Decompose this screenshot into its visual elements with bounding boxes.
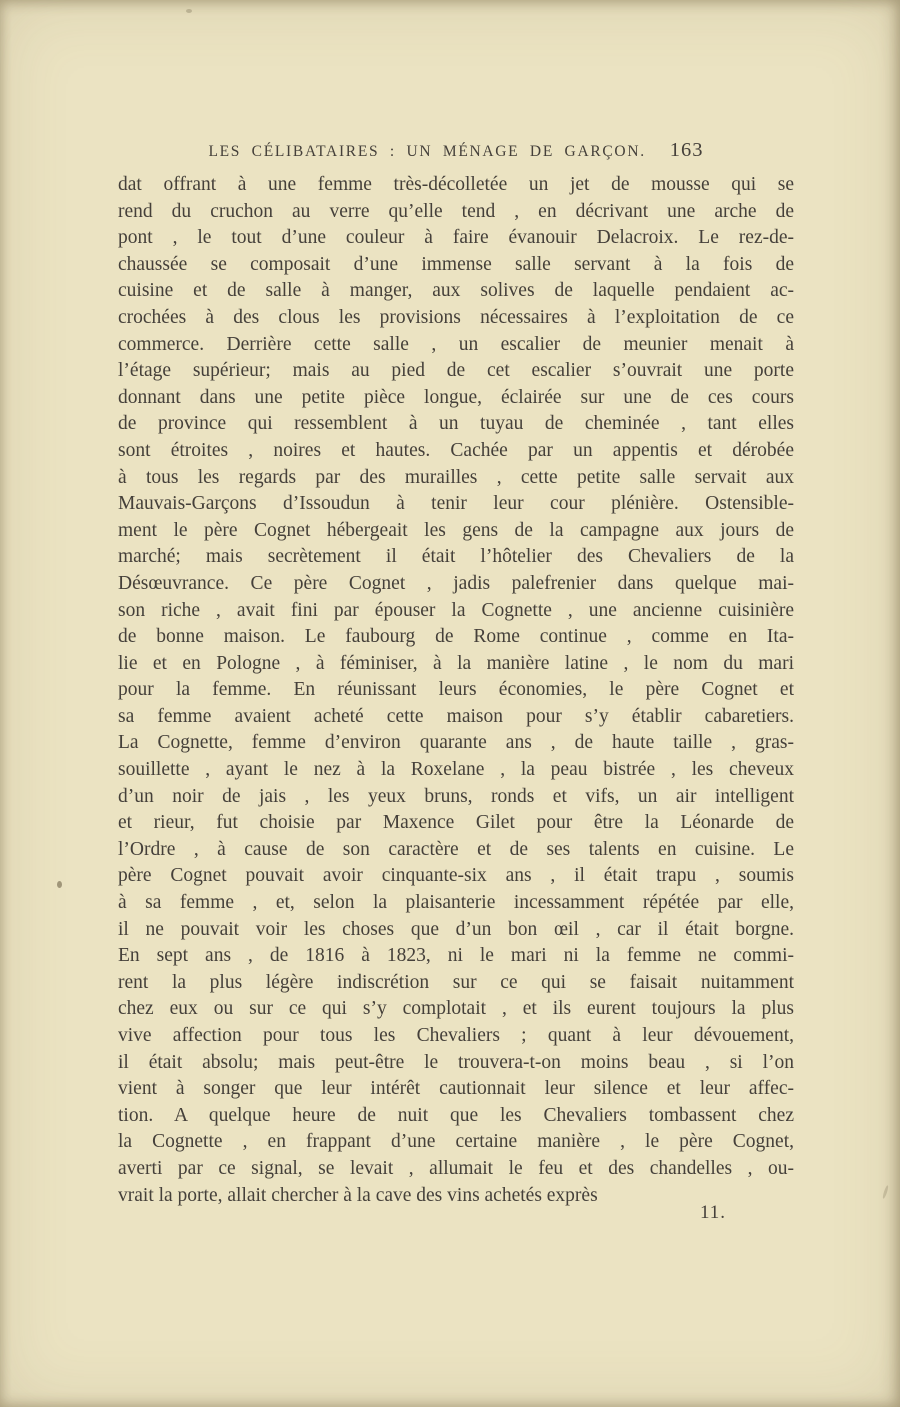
text-line: averti par ce signal, se levait , allumait le feu et des chandelles , ou- xyxy=(118,1157,794,1179)
text-line: vrait la porte, allait chercher à la cave des vins achetés exprès xyxy=(118,1184,598,1206)
text-line: marché; mais secrètement il était l’hôtelier des Chevaliers de la xyxy=(118,546,794,568)
text-line: à tous les regards par des murailles , cette petite salle servait aux xyxy=(118,466,794,488)
text-line: donnant dans une petite pièce longue, éclairée sur une de ces cours xyxy=(118,386,794,408)
text-line: chaussée se composait d’une immense salle servant à la fois de xyxy=(118,253,794,275)
page-number: 163 xyxy=(669,139,704,161)
text-line: ment le père Cognet hébergeait les gens de la campagne aux jours de xyxy=(118,519,794,541)
text-line: cuisine et de salle à manger, aux solives de laquelle pendaient ac- xyxy=(118,280,794,302)
text-line: rend du cruchon au verre qu’elle tend , en décrivant une arche de xyxy=(118,200,794,222)
text-line: son riche , avait fini par épouser la Cognette , une ancienne cuisinière xyxy=(118,599,794,621)
text-line: tion. A quelque heure de nuit que les Chevaliers tombassent chez xyxy=(118,1104,794,1126)
text-line: l’Ordre , à cause de son caractère et de ses talents en cuisine. Le xyxy=(118,838,794,860)
text-line: père Cognet pouvait avoir cinquante-six ans , il était trapu , soumis xyxy=(118,865,794,887)
text-line: d’un noir de jais , les yeux bruns, ronds et vifs, un air intelligent xyxy=(118,785,794,807)
text-line: de province qui ressemblent à un tuyau de cheminée , tant elles xyxy=(118,413,794,435)
text-line: Désœuvrance. Ce père Cognet , jadis palefrenier dans quelque mai- xyxy=(118,572,794,594)
text-line: pour la femme. En réunissant leurs économies, le père Cognet et xyxy=(118,679,794,701)
text-line: commerce. Derrière cette salle , un escalier de meunier menait à xyxy=(118,333,794,355)
text-line: et rieur, fut choisie par Maxence Gilet pour être la Léonarde de xyxy=(118,812,794,834)
running-title: LES CÉLIBATAIRES : UN MÉNAGE DE GARÇON. xyxy=(208,143,646,160)
text-line: la Cognette , en frappant d’une certaine manière , le père Cognet, xyxy=(118,1131,794,1153)
text-line: il ne pouvait voir les choses que d’un bon œil , car il était borgne. xyxy=(118,918,794,940)
text-line: vive affection pour tous les Chevaliers ; quant à leur dévouement, xyxy=(118,1025,794,1046)
text-line: Mauvais-Garçons d’Issoudun à tenir leur cour plénière. Ostensible- xyxy=(118,493,794,515)
page-header xyxy=(118,139,794,162)
text-line: lie et en Pologne , à féminiser, à la manière latine , le nom du mari xyxy=(118,652,794,674)
text-line: chez eux ou sur ce qui s’y complotait , et ils eurent toujours la plus xyxy=(118,998,794,1020)
text-line: sa femme avaient acheté cette maison pour s’y établir cabaretiers. xyxy=(118,705,794,727)
scan-speck xyxy=(186,9,192,13)
scan-speck xyxy=(57,881,62,888)
text-line: de bonne maison. Le faubourg de Rome continue , comme en Ita- xyxy=(118,626,794,648)
text-line: l’étage supérieur; mais au pied de cet escalier s’ouvrait une porte xyxy=(118,360,794,382)
text-line: sont étroites , noires et hautes. Cachée par un appentis et dérobée xyxy=(118,439,794,461)
text-line: La Cognette, femme d’environ quarante ans , de haute taille , gras- xyxy=(118,732,794,754)
scan-speck xyxy=(882,1185,889,1199)
text-line: à sa femme , et, selon la plaisanterie incessamment répétée par elle, xyxy=(118,892,794,914)
signature-mark: 11. xyxy=(700,1202,727,1223)
text-line: vient à songer que leur intérêt cautionnait leur silence et leur affec- xyxy=(118,1078,794,1100)
body-text xyxy=(118,172,794,1209)
text-line: pont , le tout d’une couleur à faire évanouir Delacroix. Le rez-de- xyxy=(118,227,794,249)
text-line: crochées à des clous les provisions nécessaires à l’exploitation de ce xyxy=(118,306,794,328)
text-line: En sept ans , de 1816 à 1823, ni le mari ni la femme ne commi- xyxy=(118,945,794,967)
text-line: rent la plus légère indiscrétion sur ce qui se faisait nuitamment xyxy=(118,971,794,993)
text-line: dat offrant à une femme très-décolletée un jet de mousse qui se xyxy=(118,174,794,195)
text-line: il était absolu; mais peut-être le trouvera-t-on moins beau , si l’on xyxy=(118,1051,794,1073)
text-line: souillette , ayant le nez à la Roxelane , la peau bistrée , les cheveux xyxy=(118,759,794,781)
